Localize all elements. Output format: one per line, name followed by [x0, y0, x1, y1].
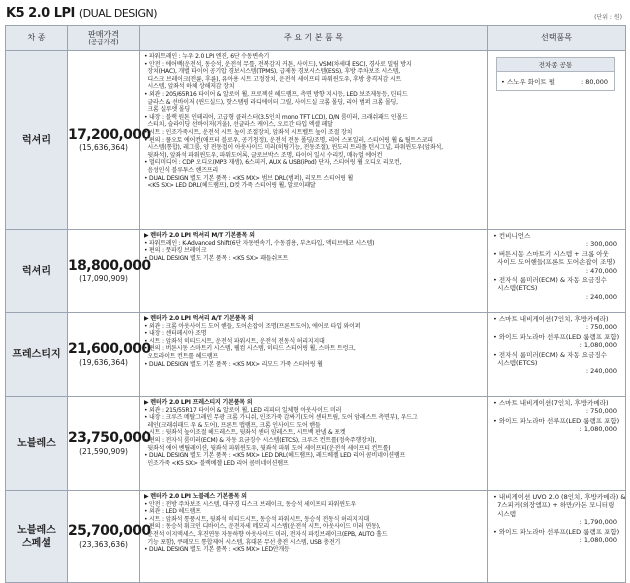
option-name: 시스템 [493, 509, 516, 518]
header-price-label: 판매가격 [88, 29, 119, 39]
option-name: • 스노우 화이트 펄 [501, 78, 555, 86]
feature-line: • DUAL DESIGN 별도 기본 품목 : <K5 SX> 패들쉬프트 [144, 254, 289, 262]
feature-line: ▶ 렌터카 2.0 LPI 럭셔리 M/T 기본품목 외 [144, 232, 255, 239]
option-name: • 스마트 내비게이션(7인치, 후방카메라) [493, 399, 609, 407]
feature-line: ▶ 렌터카 2.0 LPI 프레스티지 기본품목 외 [144, 399, 253, 406]
option-name: • 컨비니언스 [493, 232, 531, 240]
feature-line: • 외관 : 205/65R16 타이어 & 알로이 휠, 프로젝션 헤드램프, 측면 방향 지시등, LED 보조제동등, 틴티드 [144, 90, 408, 98]
option-name: • 내비게이션 UVO 2.0 (8인치, 후방카메라) & [493, 493, 626, 501]
unit-label: (단위 : 원) [594, 14, 622, 21]
sale-price: 25,700,000 [68, 523, 151, 540]
table-row [6, 51, 626, 230]
option-name: 7스피커(외장앰프) + 하만/카돈 모니터링 [493, 501, 615, 510]
trim-name: 럭셔리 [22, 134, 51, 146]
trim-cell [6, 491, 68, 583]
option-name: 시스템(ETCS) [493, 284, 538, 293]
feature-line: • 시트 : 뒷좌석 높이조절 헤드레스트, 뒷좌석 센터 암레스트, 시트백 판넬 & 포켓 [144, 429, 346, 437]
feature-line: 운전석 이지액세스, 후진연동 자동하향 아웃사이드 미러, 전자식 파킹브레이크(EPB, AUTO 홀드 [144, 530, 388, 538]
price-cell [68, 51, 151, 230]
page-title [6, 6, 157, 21]
sale-price: 18,800,000 [68, 257, 151, 274]
feature-line: • 내장 : 블랙 원톤 인테리어, 고급형 클러스터(3.5인치 mono TFT LCD), D/N 룸미러, 크래쉬패드 인몰드 [144, 113, 408, 121]
option-name: 사이드 도어핸들(프론트 도어손잡이 조명) [493, 258, 616, 267]
option-price: : 240,000 [585, 292, 617, 301]
option-name: • 전자식 룸미러(ECM) & 자동 요금징수 [493, 276, 607, 285]
feature-line: • 외관 : 크롬 아웃사이드 도어 핸들, 도어손잡이 조명(프론트도어), 에어로 타입 와이퍼 [144, 322, 361, 330]
option-price: : 240,000 [585, 367, 617, 376]
feature-line: • 파워트레인 : K-Advanced Shift(6단 자동변속기, 수동겸용, 부츠타입, 액티브에코 시스템) [144, 239, 375, 247]
feature-line: • 외관 : 215/55R17 타이어 & 알로이 휠, LED 리피터 일체형 아웃사이드 미러 [144, 406, 342, 414]
header-options: 선택품목 [488, 26, 626, 51]
option-price: : 1,080,000 [579, 425, 617, 434]
feature-line: • DUAL DESIGN 별도 기본 품목 : <K5 MX> LED안개등 [144, 546, 290, 554]
feature-line: • DUAL DESIGN 별도 기본 품목 : <K5 MX> 범브 DRL(범퍼), 리모트 스티어링 휠 [144, 174, 354, 182]
option-group-title: 전차종 공통 [497, 58, 614, 72]
feature-line: • 편의 : 풋파킹 브레이크 [144, 247, 207, 255]
feature-line: 기능 포함), 쿠페모드 통합제어 시스템, 휴대폰 무선 충전 시스템, USB 충전기 [144, 538, 341, 546]
header-price-sub: (공급가격) [88, 37, 119, 46]
trim-name: 노블레스 [17, 438, 56, 449]
table-row [6, 491, 626, 583]
option-name: • 와이드 파노라마 선루프(LED 룸램프 포함) [493, 527, 620, 536]
feature-line: 음성인식 블루투스 핸즈프리 [144, 166, 218, 174]
table-row [6, 313, 626, 397]
features-cell [140, 397, 488, 491]
option-price: : 470,000 [585, 266, 617, 275]
option-price: : 1,080,000 [579, 536, 617, 545]
header-features: 주 요 기 본 품 목 [140, 26, 488, 51]
price-cell [68, 230, 151, 313]
feature-line: 오토라이트 컨트롤 헤드램프 [144, 352, 218, 360]
feature-line: • 외관 : LED 헤드램프 [144, 508, 201, 516]
supply-price: (15,636,364) [79, 143, 128, 153]
feature-line: ▶ 렌터카 2.0 LPI 럭셔리 A/T 기본품목 외 [144, 315, 254, 322]
feature-line: 크롬 실루엣 몰딩 [144, 106, 191, 114]
feature-line: 레인(크래쉬패드 우 & 도어), 프론트 맵램프, 크롬 인사이드 도어 핸들 [144, 421, 321, 429]
model-name: K5 2.0 LPI [6, 6, 75, 21]
feature-line: • 시트 : 인조가죽시트, 운전석 시트 높이 조절장치, 앞좌석 시트벨트 높이 조절 장치 [144, 128, 353, 136]
feature-line: • 파워트레인 : 누우 2.0 LPI 엔진, 6단 수동변속기 [144, 53, 270, 60]
option-price: : 300,000 [585, 240, 617, 249]
price-cell [68, 397, 151, 491]
feature-line: • 시트 : 앞좌석 히티드시트, 운전석 파워시트, 운전석 전동식 허리지지대 [144, 337, 325, 345]
option-name: • 전자식 룸미러(ECM) & 자동 요금징수 [493, 350, 607, 359]
table-row [6, 230, 626, 313]
trim-name: 스페셜 [22, 537, 51, 549]
table-row [6, 397, 626, 491]
supply-price: (17,090,909) [79, 274, 128, 284]
features-cell [140, 313, 488, 397]
price-table [5, 25, 626, 583]
header-row [6, 26, 626, 51]
option-name: • 버튼시동 스마트키 시스템 + 크롬 아웃 [493, 249, 609, 258]
options-cell [488, 230, 626, 313]
feature-line: 장치(HAC), 개별 타이어 공기압 경보시스템(TPMS), 급제동 경보시스템(ESS), 후방 주차보조 시스템, [144, 68, 400, 76]
feature-line: • 편의 : 풀오토 에어컨(애프터 블로우, 공기청정), 운전석 전동 폴딩/조명, 리어 스포일러, 스티어링 휠 & 틸트스코피 [144, 136, 433, 144]
header-trim: 차 종 [6, 26, 68, 51]
features-cell [140, 51, 488, 230]
options-cell [488, 491, 626, 583]
feature-line: • 안전 : 에어백(운전석, 동승석, 운전석 무릎, 전복감지 커튼, 사이드), VSM(차세대 ESC), 경사로 밀림 방지 [144, 60, 412, 68]
option-price: : 1,080,000 [579, 341, 617, 350]
price-cell [68, 491, 151, 583]
option-price: : 750,000 [585, 407, 617, 416]
option-price: : 80,000 [581, 78, 608, 86]
feature-line: 시스템, 앞좌석 하체 상해저감 장치 [144, 83, 235, 91]
trim-cell [6, 313, 68, 397]
trim-name: 노블레스 [17, 524, 56, 536]
feature-line: • 멀티미디어 : CDP 오디오(MP3 재생), 6스피커, AUX & USB(iPod) 단자, 스티어링 휠 오디오 리모컨, [144, 159, 402, 167]
price-cell [68, 313, 151, 397]
trim-cell [6, 230, 68, 313]
option-name: • 스마트 내비게이션(7인치, 후방카메라) [493, 315, 609, 323]
option-group-box [496, 57, 615, 91]
feature-line: 스티치, 슬라이딩 선바이저(거울), 선글라스 케이스, 오르간 타입 엑셀 페달 [144, 121, 333, 129]
trim-name: 프레스티지 [12, 349, 61, 360]
feature-line: • 시트 : 앞좌석 통풍시트, 뒷좌석 히티드시트, 동승석 파워시트, 동승석 전동식 허리지지대 [144, 515, 369, 523]
sale-price: 21,600,000 [68, 341, 151, 358]
option-name: • 와이드 파노라마 선루프(LED 룸램프 포함) [493, 416, 620, 425]
model-subtitle: (DUAL DESIGN) [78, 7, 158, 20]
option-price: : 1,790,000 [579, 518, 617, 527]
feature-line: • 내장 : 센터페시아 조명 [144, 330, 207, 338]
options-cell [488, 397, 626, 491]
feature-line: 시스템(통합), 레그룸, 양 전동접이 아웃사이드 미러(히팅기능, 전동조절), 윈도리 트리플 턴시그널, 파워윈도우(앞좌석, [144, 144, 443, 152]
option-name: 시스템(ETCS) [493, 359, 538, 368]
feature-line: 뒷좌석 에어 벤틸레이션, 뒷좌석 파워윈도우, 뒷좌석 파워 도어 세이프티(운전석 세이프티 컨트롤) [144, 444, 391, 452]
supply-price: (23,363,636) [79, 539, 128, 549]
trim-cell [6, 51, 68, 230]
feature-line: ▶ 렌터카 2.0 LPI 노블레스 기본품목 외 [144, 493, 247, 500]
feature-line: • 편의 : 동승석 워크인 디바이스, 운전자세 메모리 시스템(운전석 시트, 아웃사이드 미러 연동), [144, 523, 381, 531]
header-price [68, 26, 140, 51]
sale-price: 23,750,000 [68, 430, 151, 447]
features-cell [140, 491, 488, 583]
feature-line: 뒷좌석), 앞좌석 파워윈도우, 파워도어록, 글로브박스 조명, 타이어 일시 수리킷, 매뉴얼 에어컨 [144, 151, 383, 159]
option-name: • 와이드 파노라마 선루프(LED 룸램프 포함) [493, 332, 620, 341]
trim-cell [6, 397, 68, 491]
features-cell [140, 230, 488, 313]
feature-line: • 편의 : 전자식 룸미러(ECM) & 자동 요금징수 시스템(ETCS), 크루즈 컨트롤(정속주행장치), [144, 436, 377, 444]
sale-price: 17,200,000 [68, 126, 151, 143]
feature-line: • 안전 : 전방 주차보조 시스템, 대구경 디스크 브레이크, 동승석 세이프티 파워윈도우 [144, 500, 357, 508]
feature-line: • 내장 : 크루즈 메탈그레인 무광 크롬 가니쉬, 인조가죽 감싸기(도어 센터트림, 도어 암레스트 측면부), 우드그 [144, 414, 418, 422]
feature-line: • DUAL DESIGN 별도 기본 품목 : <K5 MX> 리모드 가죽 스티어링 휠 [144, 360, 323, 368]
options-cell [488, 51, 626, 230]
feature-line: • 편의 : 버튼시동 스마트키 시스템, 웰컴 시스템, 히티드 스티어링 휠, 스마트 트렁크, [144, 345, 356, 353]
option-item [497, 72, 614, 86]
feature-line: <K5 SX> LED DRL(헤드램프), D컷 가죽 스티어링 휠, 알로이패달 [144, 182, 316, 190]
feature-line: • DUAL DESIGN 별도 기본 품목 : <K5 MX> LED DRL(헤드램프), 레드베젤 LED 리어 콤비네이션램프 [144, 452, 406, 460]
supply-price: (21,590,909) [79, 446, 128, 456]
option-price: : 750,000 [585, 323, 617, 332]
feature-line: 디스크 브레이크(전륜, 후륜), 유아용 시트 고정장치, 운전석 세이프티 파워윈도우, 후방 충격저감 시트 [144, 75, 402, 83]
options-cell [488, 313, 626, 397]
supply-price: (19,636,364) [79, 357, 128, 367]
trim-name: 럭셔리 [22, 265, 51, 277]
feature-line: 글라스 & 선바이저 (윈드실드), 핫스탬핑 라디에이터 그릴, 사이드실 크롬 몰딩, 리어 범퍼 크롬 몰딩, [144, 98, 398, 106]
feature-line: 인조가죽 <K5 SX> 블랙베젤 LED 리어 콤비네이션램프 [144, 459, 289, 467]
